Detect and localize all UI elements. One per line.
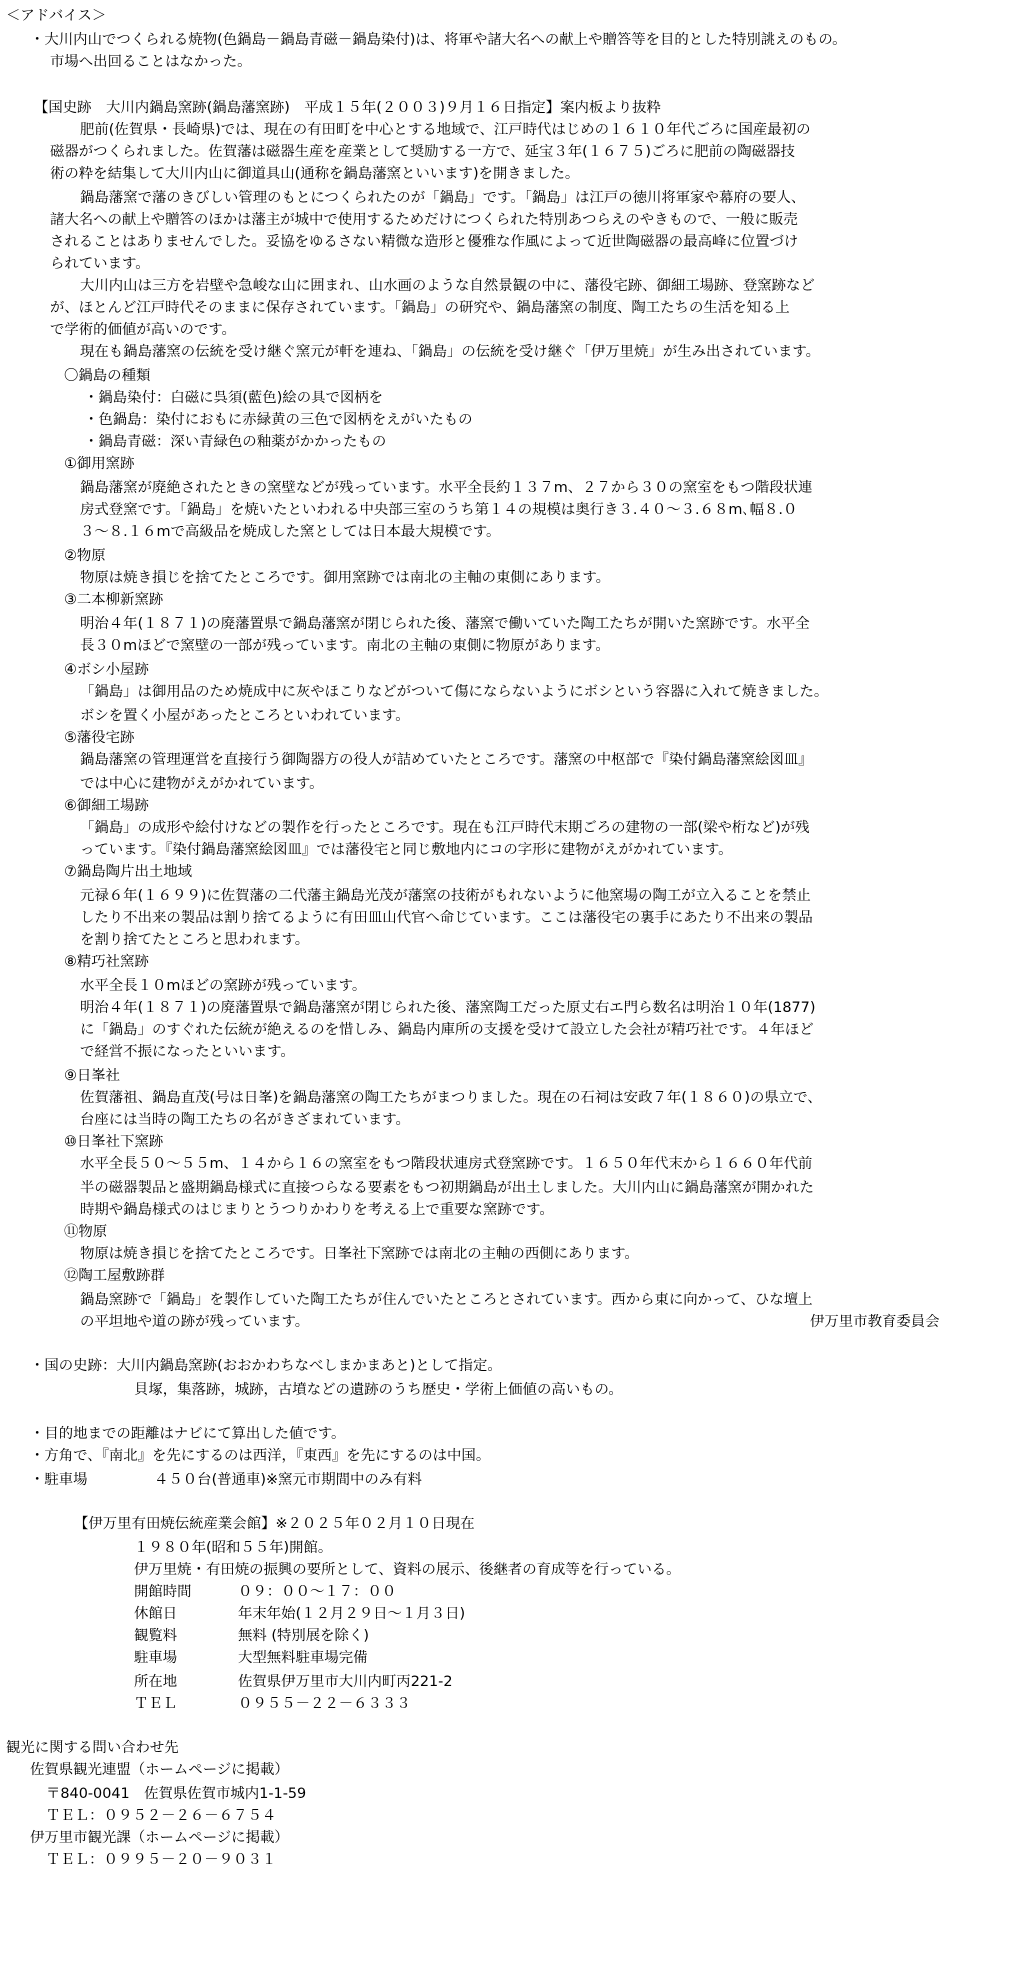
parking-label: ・駐車場	[30, 1472, 88, 1488]
section-heading: ③二本柳新窯跡	[64, 592, 164, 608]
section-body-line: 物原は焼き損じを捨てたところです。御用窯跡では南北の主軸の東側にあります。	[80, 570, 611, 586]
museum-row-label: ＴＥＬ	[134, 1696, 178, 1712]
museum-row-value: 年末年始(１２月２９日～１月３日)	[238, 1606, 466, 1622]
museum-row-label: 所在地	[134, 1674, 178, 1690]
section-heading: ⑨日峯社	[64, 1068, 121, 1084]
section-body-line: ボシを置く小屋があったところといわれています。	[80, 708, 410, 724]
section-heading: ④ボシ小屋跡	[64, 662, 149, 678]
museum-row-label: 観覧料	[134, 1628, 178, 1644]
signboard-paragraph-line: 磁器がつくられました。佐賀藩は磁器生産を産業として奨励する一方で、延宝３年(１６７５)ごろに肥前の陶磁器技	[50, 144, 795, 160]
section-body-line: 「鍋島」は御用品のため焼成中に灰やほこりなどがついて傷にならないようにボシという容器に入れて焼きました。	[80, 684, 829, 700]
signboard-paragraph-line: 鍋島藩窯で藩のきびしい管理のもとにつくられたのが「鍋島」です。「鍋島」は江戸の徳川将軍家や幕府の要人、	[80, 190, 806, 206]
parking-value: ４５０台(普通車)※窯元市期間中のみ有料	[154, 1472, 422, 1488]
museum-opened: １９８０年(昭和５５年)開館。	[134, 1540, 333, 1556]
signboard-credit: 伊万里市教育委員会	[810, 1314, 940, 1330]
section-heading: ②物原	[64, 548, 106, 564]
signboard-paragraph-line: られています。	[50, 256, 150, 272]
section-body-line: 長３０mほどで窯壁の一部が残っています。南北の主軸の東側に物原があります。	[80, 638, 610, 654]
advice-intro-line: ・大川内山でつくられる焼物(色鍋島－鍋島青磁－鍋島染付)は、将軍や諸大名への献上や贈答等を目的とした特別誂えのもの。	[30, 32, 847, 48]
section-body-line: を割り捨てたところと思われます。	[80, 932, 310, 948]
section-heading: ⑫陶工屋敷跡群	[64, 1268, 165, 1284]
section-body-line: に「鍋島」のすぐれた伝統が絶えるのを惜しみ、鍋島内庫所の支援を受けて設立した会社が精巧社です。４年ほど	[80, 1022, 814, 1038]
contact-org: 佐賀県観光連盟（ホームページに掲載）	[30, 1762, 289, 1778]
section-body-line: したり不出来の製品は割り捨てるように有田皿山代官へ命じています。ここは藩役宅の裏手にあたり不出来の製品	[80, 910, 813, 926]
signboard-paragraph-line: されることはありませんでした。妥協をゆるさない精微な造形と優雅な作風によって近世陶磁器の最高峰に位置づけ	[50, 234, 799, 250]
contact-address: 〒840-0041 佐賀県佐賀市城内1-1-59	[46, 1786, 307, 1802]
section-heading: ①御用窯跡	[64, 456, 135, 472]
signboard-paragraph-line: 現在も鍋島藩窯の伝統を受け継ぐ窯元が軒を連ね、「鍋島」の伝統を受け継ぐ「伊万里焼」が生み出されています。	[80, 344, 820, 360]
contacts-heading: 観光に関する問い合わせ先	[6, 1740, 179, 1756]
signboard-paragraph-line: で学術的価値が高いのです。	[50, 322, 236, 338]
section-body-line: 水平全長１０mほどの窯跡が残っています。	[80, 978, 367, 994]
section-body-line: では中心に建物がえがかれています。	[80, 776, 324, 792]
section-heading: ⑧精巧社窯跡	[64, 954, 149, 970]
advice-header: ＜アドバイス＞	[6, 8, 107, 24]
section-heading: ⑤藩役宅跡	[64, 730, 135, 746]
section-heading: ⑦鍋島陶片出土地域	[64, 864, 193, 880]
museum-row-value: 無料 (特別展を除く)	[238, 1628, 369, 1644]
signboard-paragraph-line: が、ほとんど江戸時代そのままに保存されています。「鍋島」の研究や、鍋島藩窯の制度、陶工たちの生活を知る上	[50, 300, 790, 316]
museum-row-label: 開館時間	[134, 1584, 192, 1600]
museum-row-value: 佐賀県伊万里市大川内町丙221-2	[238, 1674, 453, 1690]
section-body-line: っています。『染付鍋島藩窯絵図皿』では藩役宅と同じ敷地内にコの字形に建物がえがかれています。	[80, 842, 733, 858]
type-item: ・色鍋島：染付におもに赤緑黄の三色で図柄をえがいたもの	[84, 412, 473, 428]
section-body-line: 明治４年(１８７１)の廃藩置県で鍋島藩窯が閉じられた後、藩窯陶工だった原丈右エ門ら数名は明治１０年(1877)	[80, 1000, 816, 1016]
contact-tel: ＴＥＬ：０９９５－２０－９０３１	[46, 1852, 277, 1868]
section-heading: ⑪物原	[64, 1224, 108, 1240]
section-body-line: 水平全長５０～５５m、１４から１６の窯室をもつ階段状連房式登窯跡です。１６５０年代末から１６６０年代前	[80, 1156, 813, 1172]
museum-row-label: 駐車場	[134, 1650, 178, 1666]
section-body-line: 鍋島窯跡で「鍋島」を製作していた陶工たちが住んでいたところとされています。西から東に向かって、ひな壇上	[80, 1292, 813, 1308]
section-body-line: 房式登窯です。「鍋島」を焼いたといわれる中央部三室のうち第１４の規模は奥行き３.４０～３.６８m､幅８.０	[80, 502, 798, 518]
signboard-paragraph-line: 術の粋を結集して大川内山に御道具山(通称を鍋島藩窯といいます)を開きました。	[50, 166, 580, 182]
advice-intro-line: 市場へ出回ることはなかった。	[50, 54, 252, 70]
museum-row-value: ０９５５－２２－６３３３	[238, 1696, 411, 1712]
contact-org: 伊万里市観光課（ホームページに掲載）	[30, 1830, 289, 1846]
section-body-line: 鍋島藩窯が廃絶されたときの窯壁などが残っています。水平全長約１３７m、２７から３０の窯室をもつ階段状連	[80, 480, 813, 496]
type-item: ・鍋島染付：白磁に呉須(藍色)絵の具で図柄を	[84, 390, 384, 406]
section-body-line: 「鍋島」の成形や絵付けなどの製作を行ったところです。現在も江戸時代末期ごろの建物の一部(梁や桁など)が残	[80, 820, 810, 836]
signboard-title: 【国史跡 大川内鍋島窯跡(鍋島藩窯跡) 平成１５年(２００３)９月１６日指定】案内板より抜粋	[34, 100, 661, 116]
section-heading: ⑥御細工場跡	[64, 798, 149, 814]
note-line: ・目的地までの距離はナビにて算出した値です。	[30, 1426, 346, 1442]
section-body-line: の平坦地や道の跡が残っています。	[80, 1314, 310, 1330]
section-heading: ⑩日峯社下窯跡	[64, 1134, 164, 1150]
section-body-line: 鍋島藩窯の管理運営を直接行う御陶器方の役人が詰めていたところです。藩窯の中枢部で『染付鍋島藩窯絵図皿』	[80, 752, 813, 768]
section-body-line: 時期や鍋島様式のはじまりとうつりかわりを考える上で重要な窯跡です。	[80, 1202, 554, 1218]
type-item: ・鍋島青磁：深い青緑色の釉薬がかかったもの	[84, 434, 387, 450]
section-body-line: 台座には当時の陶工たちの名がきざまれています。	[80, 1112, 410, 1128]
note-line: ・方角で、『南北』を先にするのは西洋，『東西』を先にするのは中国。	[30, 1448, 491, 1464]
museum-desc: 伊万里焼・有田焼の振興の要所として、資料の展示、後継者の育成等を行っている。	[134, 1562, 681, 1578]
section-body-line: 元禄６年(１６９９)に佐賀藩の二代藩主鍋島光茂が藩窯の技術がもれないように他窯場の陶工が立入ることを禁止	[80, 888, 811, 904]
national-site-line: 貝塚，集落跡，城跡，古墳などの遺跡のうち歴史・学術上価値の高いもの。	[134, 1382, 623, 1398]
section-body-line: 佐賀藩祖、鍋島直茂(号は日峯)を鍋島藩窯の陶工たちがまつりました。現在の石祠は安政７年(１８６０)の県立で、	[80, 1090, 822, 1106]
museum-row-value: 大型無料駐車場完備	[238, 1650, 368, 1666]
museum-row-label: 休館日	[134, 1606, 178, 1622]
section-body-line: で経営不振になったといいます。	[80, 1044, 295, 1060]
national-site-line: ・国の史跡：大川内鍋島窯跡(おおかわちなべしまかまあと)として指定。	[30, 1358, 502, 1374]
section-body-line: 物原は焼き損じを捨てたところです。日峯社下窯跡では南北の主軸の西側にあります。	[80, 1246, 639, 1262]
types-heading: 〇鍋島の種類	[64, 368, 151, 384]
section-body-line: 半の磁器製品と盛期鍋島様式に直接つらなる要素をもつ初期鍋島が出土しました。大川内山に鍋島藩窯が開かれた	[80, 1180, 814, 1196]
signboard-paragraph-line: 諸大名への献上や贈答のほかは藩主が城中で使用するためだけにつくられた特別あつらえのやきもので、一般に販売	[50, 212, 798, 228]
signboard-paragraph-line: 大川内山は三方を岩壁や急峻な山に囲まれ、山水画のような自然景観の中に、藩役宅跡、御細工場跡、登窯跡など	[80, 278, 815, 294]
contact-tel: ＴＥＬ：０９５２－２６－６７５４	[46, 1808, 277, 1824]
section-body-line: 明治４年(１８７１)の廃藩置県で鍋島藩窯が閉じられた後、藩窯で働いていた陶工たちが開いた窯跡です。水平全	[80, 616, 810, 632]
museum-title: 【伊万里有田焼伝統産業会館】※２０２５年０２月１０日現在	[74, 1516, 475, 1532]
museum-row-value: ０９：００～１７：００	[238, 1584, 397, 1600]
signboard-paragraph-line: 肥前(佐賀県・長崎県)では、現在の有田町を中心とする地域で、江戸時代はじめの１６１０年代ごろに国産最初の	[80, 122, 811, 138]
section-body-line: ３～８.１６mで高級品を焼成した窯としては日本最大規模です。	[80, 524, 501, 540]
